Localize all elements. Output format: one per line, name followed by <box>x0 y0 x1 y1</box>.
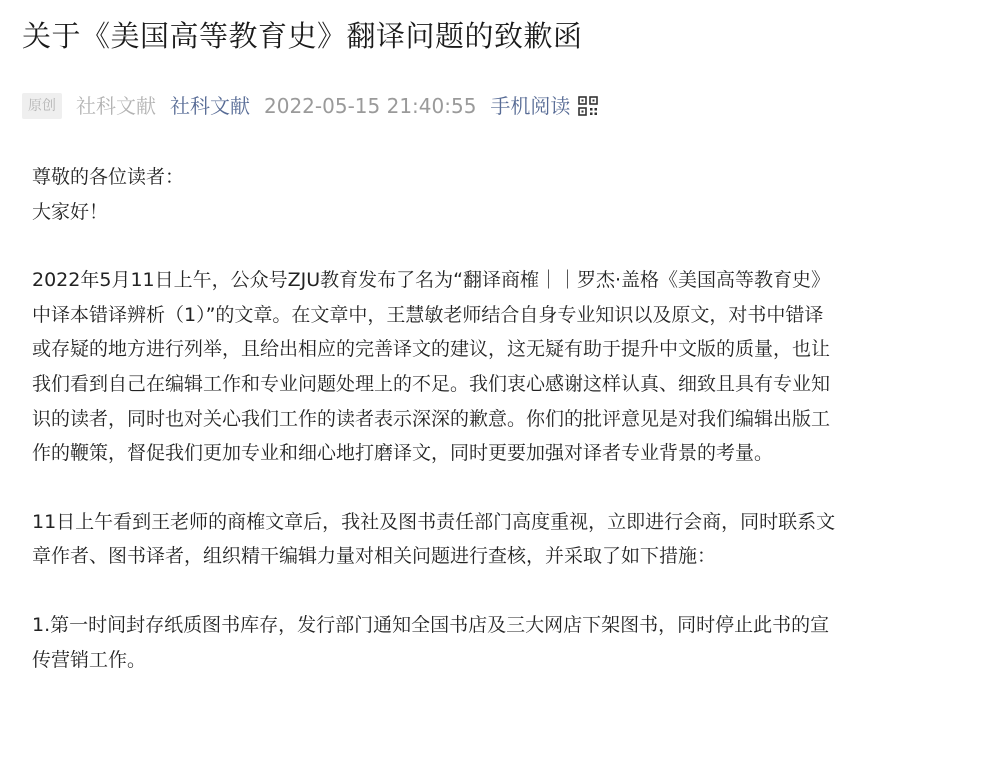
paragraph-line: 中译本错译辨析（1）”的文章。在文章中，王慧敏老师结合自身专业知识以及原文，对书中错译 <box>32 303 824 326</box>
qr-code-icon[interactable] <box>578 96 598 116</box>
mobile-read-button[interactable] <box>490 90 598 122</box>
paragraph-line: 2022年5月11日上午，公众号ZJU教育发布了名为“翻译商榷｜｜罗杰·盖格《美国高等教育史》 <box>32 269 831 292</box>
paragraph-gap <box>32 471 997 505</box>
paragraph-gap <box>32 574 997 608</box>
article-title: 关于《美国高等教育史》翻译问题的致歉函 <box>22 19 583 53</box>
greeting-line: 大家好！ <box>32 200 109 223</box>
paragraph-line: 识的读者，同时也对关心我们工作的读者表示深深的歉意。你们的批评意见是对我们编辑出版工 <box>32 407 831 430</box>
paragraph-line: 章作者、图书译者，组织精干编辑力量对相关问题进行查核，并采取了如下措施： <box>32 545 717 568</box>
paragraph-line: 或存疑的地方进行列举，且给出相应的完善译文的建议，这无疑有助于提升中文版的质量，也让 <box>32 338 831 361</box>
article-meta <box>22 90 978 122</box>
article-content <box>22 160 997 677</box>
paragraph-line: 1.第一时间封存纸质图书库存，发行部门通知全国书店及三大网店下架图书，同时停止此书的宣 <box>32 613 830 636</box>
mobile-read-label: 手机阅读 <box>490 94 571 118</box>
paragraph-gap <box>32 229 997 263</box>
paragraph-line: 传营销工作。 <box>32 648 147 671</box>
author-source: 社科文献 <box>76 94 156 118</box>
original-badge: 原创 <box>22 93 62 119</box>
paragraph-line: 11日上午看到王老师的商榷文章后，我社及图书责任部门高度重视，立即进行会商，同时联系文 <box>32 510 836 533</box>
greeting-line: 尊敬的各位读者： <box>32 166 185 188</box>
paragraph-line: 我们看到自己在编辑工作和专业问题处理上的不足。我们衷心感谢这样认真、细致且具有专业知 <box>32 372 831 395</box>
paragraph-line: 作的鞭策，督促我们更加专业和细心地打磨译文，同时更要加强对译者专业背景的考量。 <box>32 442 774 465</box>
publish-time: 2022-05-15 21:40:55 <box>264 94 477 118</box>
account-name-link[interactable]: 社科文献 <box>170 94 250 118</box>
